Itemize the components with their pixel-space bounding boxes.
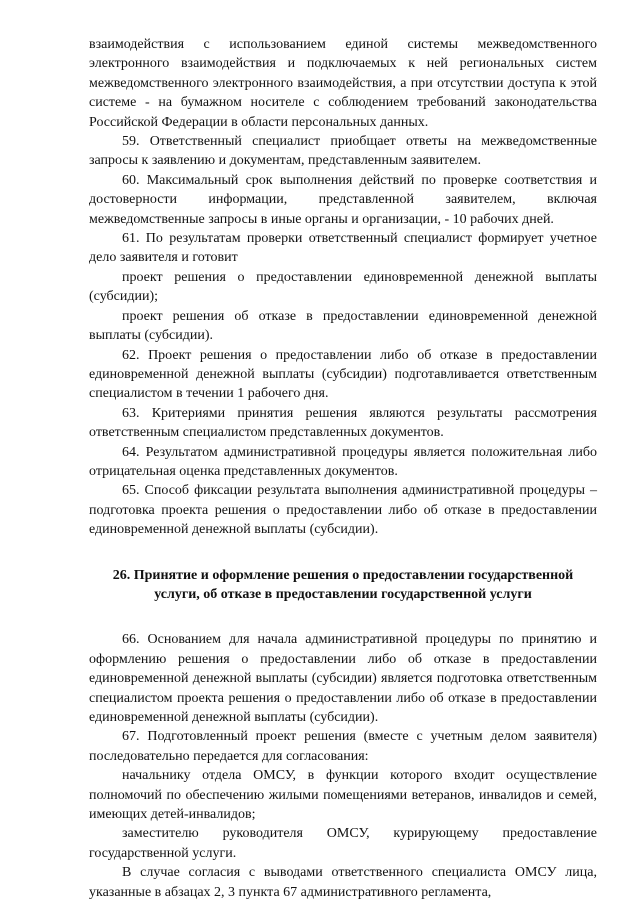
- paragraph-66: 66. Основанием для начала административной процедуры по принятию и оформлению решения о предоставлении либо об отказе в предоставлении единовременной денежной выплаты (субсидии) является подготовка ответственным специалистом проекта решения о предоставлении либо об отказе в предоставлении единовременной денежной выплаты (субсидии).: [89, 632, 597, 725]
- paragraph-67-item-deputy: заместителю руководителя ОМСУ, курирующему предоставление государственной услуги.: [89, 826, 597, 861]
- paragraph-67-item-head: начальнику отдела ОМСУ, в функции которого входит осуществление полномочий по обеспечению жилыми помещениями ветеранов, инвалидов и семей, имеющих детей-инвалидов;: [89, 768, 597, 823]
- paragraph-67: 67. Подготовленный проект решения (вместе с учетным делом заявителя) последовательно передается для согласования:: [89, 729, 597, 764]
- paragraph-65: 65. Способ фиксации результата выполнения административной процедуры – подготовка проекта решения о предоставлении либо об отказе в предоставлении единовременной денежной выплаты (субсидии).: [89, 483, 597, 538]
- paragraph-64: 64. Результатом административной процедуры является положительная либо отрицательная оценка представленных документов.: [89, 444, 597, 479]
- paragraph-61-item-approve: проект решения о предоставлении единовременной денежной выплаты (субсидии);: [89, 269, 597, 305]
- paragraph-63: 63. Критериями принятия решения являются результаты рассмотрения ответственным специалистом представленных документов.: [89, 405, 597, 441]
- paragraph-61-item-refuse: проект решения об отказе в предоставлении единовременной денежной выплаты (субсидии).: [89, 308, 597, 344]
- paragraph-62: 62. Проект решения о предоставлении либо об отказе в предоставлении единовременной денежной выплаты (субсидии) подготавливается ответственным специалистом в течении 1 рабочего дня.: [89, 347, 597, 402]
- paragraph-60: 60. Максимальный срок выполнения действий по проверке соответствия и достоверности информации, представленной заявителем, включая межведомственные запросы в иные органы и организации, - 10 рабочих дней.: [89, 172, 597, 227]
- paragraph-61: 61. По результатам проверки ответственный специалист формирует учетное дело заявителя и готовит: [89, 231, 597, 266]
- paragraph-continuation: взаимодействия с использованием единой системы межведомственного электронного взаимодействия и подключаемых к ней региональных систем межведомственного электронного взаимодействия, а при отсутствии доступа к этой системе - на бумажном носителе с соблюдением требований законодательства Российской Федерации в области персональных данных.: [89, 37, 597, 130]
- section-heading: 26. Принятие и оформление решения о предоставлении государственной услуги, об отказе в предоставлении государственной услуги: [112, 567, 574, 602]
- paragraph-agreement: В случае согласия с выводами ответственного специалиста ОМСУ лица, указанные в абзацах 2, 3 пункта 67 административного регламента,: [89, 865, 597, 900]
- paragraph-59: 59. Ответственный специалист приобщает ответы на межведомственные запросы к заявлению и документам, представленным заявителем.: [89, 134, 597, 169]
